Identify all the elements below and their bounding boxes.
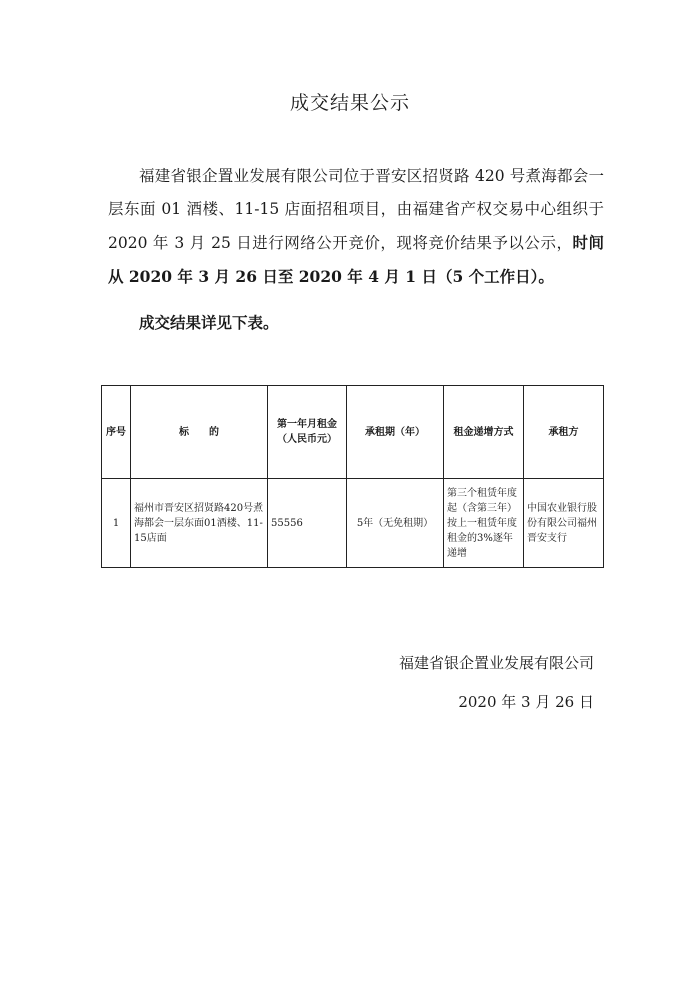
cell-subject: 福州市晋安区招贤路420号煮海都会一层东面01酒楼、11-15店面: [131, 479, 268, 568]
result-table: [101, 385, 604, 568]
header-increase: 租金递增方式: [444, 386, 524, 479]
cell-term: 5年（无免租期）: [347, 479, 444, 568]
header-subject: 标 的: [131, 386, 268, 479]
signature-date: 2020 年 3 月 26 日: [458, 693, 594, 711]
header-no: 序号: [102, 386, 131, 479]
cell-rent: 55556: [268, 479, 347, 568]
publicity-period: 时间从 2020 年 3 月 26 日至 2020 年 4 月 1 日（5 个工作日）。: [108, 233, 604, 286]
announcement-paragraph: [108, 160, 604, 294]
table-row: [102, 479, 604, 568]
header-rent: 第一年月租金（人民币元）: [268, 386, 347, 479]
cell-no: 1: [102, 479, 131, 568]
header-term: 承租期（年）: [347, 386, 444, 479]
result-note: 成交结果详见下表。: [139, 313, 279, 332]
cell-tenant: 中国农业银行股份有限公司福州晋安支行: [524, 479, 604, 568]
header-tenant: 承租方: [524, 386, 604, 479]
cell-increase: 第三个租赁年度起（含第三年）按上一租赁年度租金的3%逐年递增: [444, 479, 524, 568]
announcement-text: 福建省银企置业发展有限公司位于晋安区招贤路 420 号煮海都会一层东面 01 酒楼、11-15 店面招租项目，由福建省产权交易中心组织于 2020 年 3 月 25 日进行网络公开竞价，现将竞价结果予以公示，: [108, 167, 604, 252]
signature-company: 福建省银企置业发展有限公司: [398, 654, 594, 672]
table-header-row: [102, 386, 604, 479]
document-title: 成交结果公示: [289, 92, 410, 114]
